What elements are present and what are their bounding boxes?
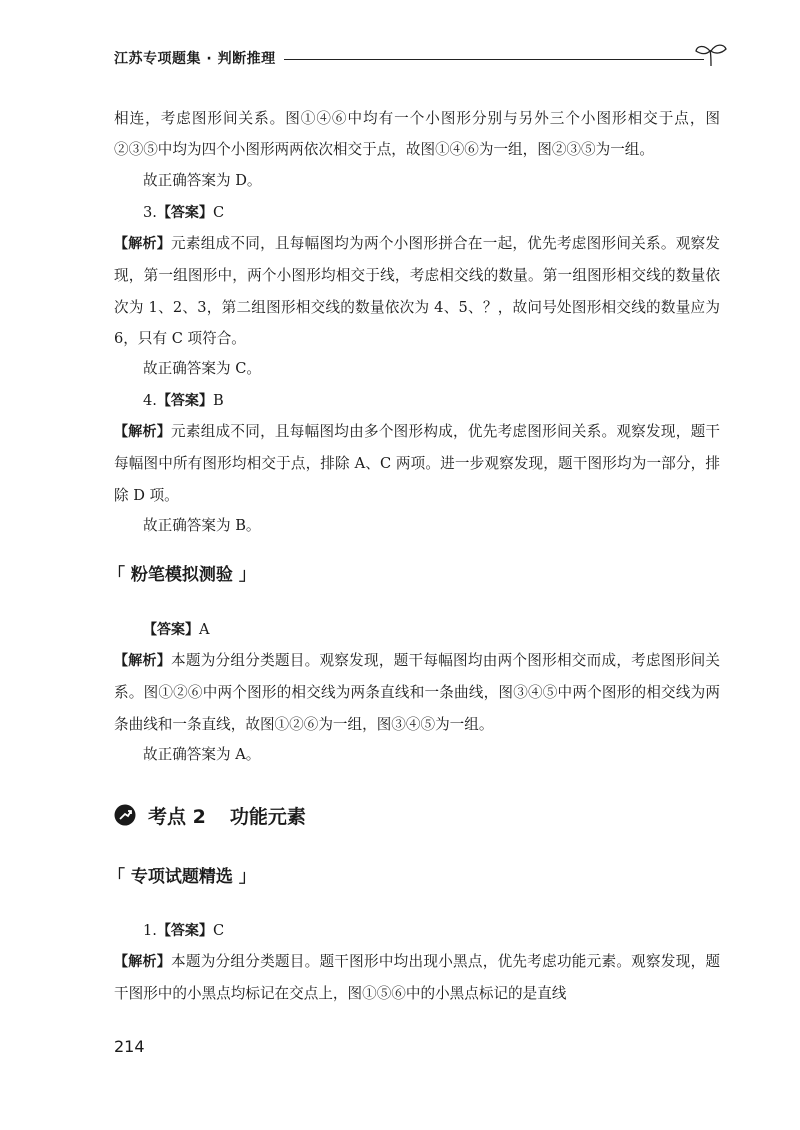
analysis-q1 (114, 946, 720, 1010)
answer-q4 (143, 385, 224, 417)
knowledge-point-title: 功能元素 (229, 805, 306, 828)
analysis-text: 本题为分组分类题目。题干图形中均出现小黑点，优先考虑功能元素。观察发现，题干图形中的小黑点均标记在交点上，图①⑤⑥中的小黑点标记的是直线 (114, 953, 721, 1003)
knowledge-point-icon (114, 804, 136, 826)
answer-value: B (212, 392, 224, 409)
knowledge-point-heading (114, 800, 306, 830)
answer-value: A (199, 621, 210, 638)
analysis-tag: 【解析】 (114, 653, 172, 669)
continuation-paragraph: 相连，考虑图形间关系。图①④⑥中均有一个小图形分别与另外三个小图形相交于点，图②③⑤中均为四个小图形两两依次相交于点，故图①④⑥为一组，图②③⑤为一组。 (114, 110, 720, 159)
analysis-q4 (114, 416, 720, 511)
knowledge-point-label: 考点 2 (148, 805, 206, 828)
analysis-tag: 【解析】 (114, 424, 172, 440)
running-header (114, 40, 724, 70)
answer-q3 (143, 197, 224, 229)
analysis-tag: 【解析】 (114, 236, 172, 252)
analysis-text: 元素组成不同，且每幅图均由多个图形构成，优先考虑图形间关系。观察发现，题干每幅图中所有图形均相交于点，排除 A、C 两项。进一步观察发现，题干图形均为一部分，排除 D 项。 (114, 423, 721, 504)
section-title-selected: 「 专项试题精选 」 (108, 867, 256, 887)
answer-tag: 【答案】 (156, 393, 213, 409)
answer-number: 3. (143, 204, 157, 221)
conclusion-q2: 故正确答案为 D。 (143, 172, 262, 189)
answer-tag: 【答案】 (143, 622, 199, 638)
answer-q1 (143, 915, 224, 947)
sprout-icon (694, 40, 728, 68)
analysis-text: 元素组成不同，且每幅图均为两个小图形拼合在一起，优先考虑图形间关系。观察发现，第一组图形中，两个小图形均相交于线，考虑相交线的数量。第一组图形相交线的数量依次为 1、2、3，第二组图形相交线的数量依次为 4、5、？，故问号处图形相交线的数量应为 6，只有 C 项符合。 (114, 235, 721, 348)
answer-tag: 【答案】 (156, 205, 213, 221)
analysis-tag: 【解析】 (114, 954, 172, 970)
header-title: 江苏专项题集 · 判断推理 (114, 51, 276, 67)
conclusion-q3: 故正确答案为 C。 (143, 360, 261, 377)
conclusion-q4: 故正确答案为 B。 (143, 517, 261, 534)
conclusion-simulation: 故正确答案为 A。 (143, 746, 261, 763)
header-rule (284, 59, 704, 60)
answer-number: 4. (143, 392, 157, 409)
answer-tag: 【答案】 (156, 923, 213, 939)
page-number: 214 (114, 1037, 145, 1056)
analysis-simulation (114, 645, 720, 740)
section-title-simulation: 「 粉笔模拟测验 」 (108, 565, 256, 585)
answer-value: C (212, 922, 225, 939)
analysis-q3 (114, 228, 720, 355)
answer-simulation (143, 614, 210, 646)
answer-value: C (212, 204, 225, 221)
answer-number: 1. (143, 922, 157, 939)
analysis-text: 本题为分组分类题目。观察发现，题干每幅图均由两个图形相交而成，考虑图形间关系。图①②⑥中两个图形的相交线为两条直线和一条曲线，图③④⑤中两个图形的相交线为两条曲线和一条直线，故图①②⑥为一组，图③④⑤为一组。 (114, 652, 721, 733)
